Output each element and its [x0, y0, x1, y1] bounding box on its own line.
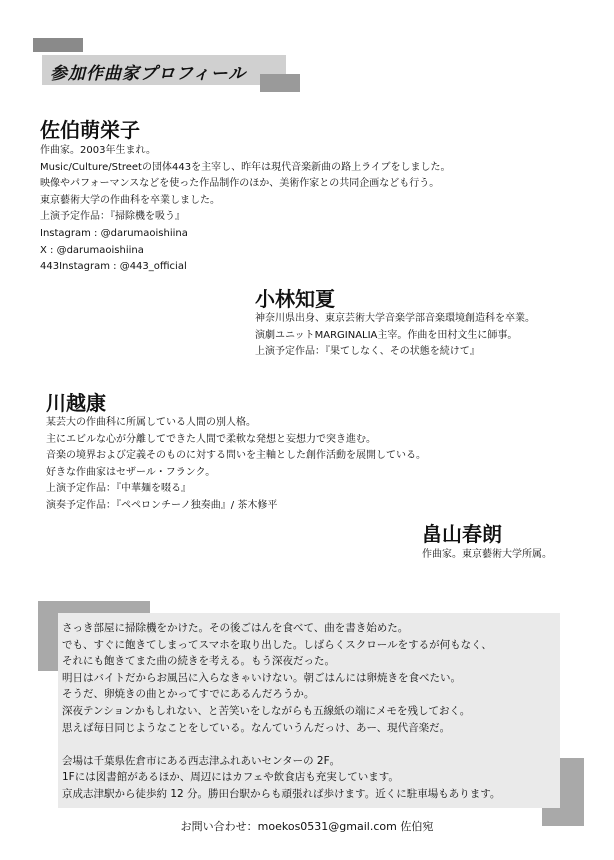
message-line: 思えば毎日同じようなことをしている。なんていうんだっけ、あー、現代音楽だ。: [62, 721, 451, 734]
instagram-handle: Instagram : @darumaoishiina: [40, 227, 188, 239]
access-line: 京成志津駅から徒歩約 12 分。勝田台駅からも頑張れば歩けます。近くに駐車場もあります。: [62, 787, 501, 800]
header-decor-block-top: [33, 38, 83, 52]
venue-line: 1Fには図書館があるほか、周辺にはカフェや飲食店も充実しています。: [62, 771, 399, 784]
bio-line: 上演予定作品：『果てしなく、その状態を続けて』: [255, 346, 480, 358]
bio-line: 映像やパフォーマンスなどを使った作品制作のほか、美術作家との共同企画なども行う。: [40, 178, 440, 190]
message-blank-line: [62, 736, 560, 753]
message-line: そうだ、卵焼きの曲とかってすでにあるんだろうか。: [62, 688, 315, 701]
message-line: さっき部屋に掃除機をかけた。その後ごはんを食べて、曲を書き始めた。: [62, 622, 409, 634]
composer-name-hatakeyama: 畠山春朗: [422, 522, 502, 546]
bio-line: 演劇ユニットMARGINALIA主宰。作曲を田村文生に師事。: [255, 329, 518, 341]
bio-line: 作曲家。東京藝術大学所属。: [422, 549, 552, 560]
composer-name-kawagoe: 川越康: [46, 391, 106, 415]
bio-line: 音楽の境界および定義そのものに対する問いを主軸とした創作活動を展開している。: [46, 450, 426, 462]
message-line: 深夜テンションかもしれない、と苦笑いをしながらも五線紙の端にメモを残しておく。: [62, 704, 471, 717]
composer-bio-hatakeyama: [422, 547, 552, 564]
composer-bio-kobayashi: [255, 311, 535, 361]
bio-line: 作曲家。2003年生まれ。: [40, 145, 157, 156]
message-line: 明日はバイトだからお風呂に入らなきゃいけない。朝ごはんには卵焼きを食べたい。: [62, 671, 461, 684]
composer-name-saeki: 佐伯萌栄子: [40, 118, 140, 142]
venue-line: 会場は千葉県佐倉市にある西志津ふれあいセンターの 2F。: [62, 754, 341, 767]
contact-info: お問い合わせ：moekos0531@gmail.com 佐伯宛: [180, 820, 434, 833]
message-box: [58, 613, 560, 808]
message-line: それにも飽きてまた曲の続きを考える。もう深夜だった。: [62, 655, 335, 668]
bio-line: 主にエビルな心が分離してできた人間で柔軟な発想と妄想力で突き進む。: [46, 433, 376, 445]
bio-line: 某芸大の作曲科に所属している人間の別人格。: [46, 417, 256, 428]
group-instagram-handle: 443Instagram : @443_official: [40, 261, 187, 273]
composer-bio-saeki: [40, 143, 450, 276]
bio-line: 東京藝術大学の作曲科を卒業しました。: [40, 194, 220, 206]
bio-line: 好きな作曲家はセザール・フランク。: [46, 466, 216, 478]
bio-line: 神奈川県出身、東京芸術大学音楽学部音楽環境創造科を卒業。: [255, 313, 535, 324]
message-line: でも、すぐに飽きてしまってスマホを取り出した。しばらくスクロールをするが何もなく、: [62, 638, 492, 651]
composer-name-kobayashi: 小林知夏: [255, 287, 335, 311]
bio-line: Music/Culture/Streetの団体443を主宰し、昨年は現代音楽新曲の路上ライブをしました。: [40, 161, 451, 173]
section-title: 参加作曲家プロフィール: [42, 55, 286, 85]
bio-line: 演奏予定作品：『ペペロンチーノ独奏曲』/ 茶木修平: [46, 499, 278, 511]
bio-line: 上演予定作品：『掃除機を吸う』: [40, 211, 185, 223]
x-handle: X : @darumaoishiina: [40, 244, 144, 256]
composer-bio-kawagoe: [46, 415, 426, 515]
bio-line: 上演予定作品：『中華麺を啜る』: [46, 483, 191, 495]
header-decor-block-bottom: [260, 74, 300, 92]
